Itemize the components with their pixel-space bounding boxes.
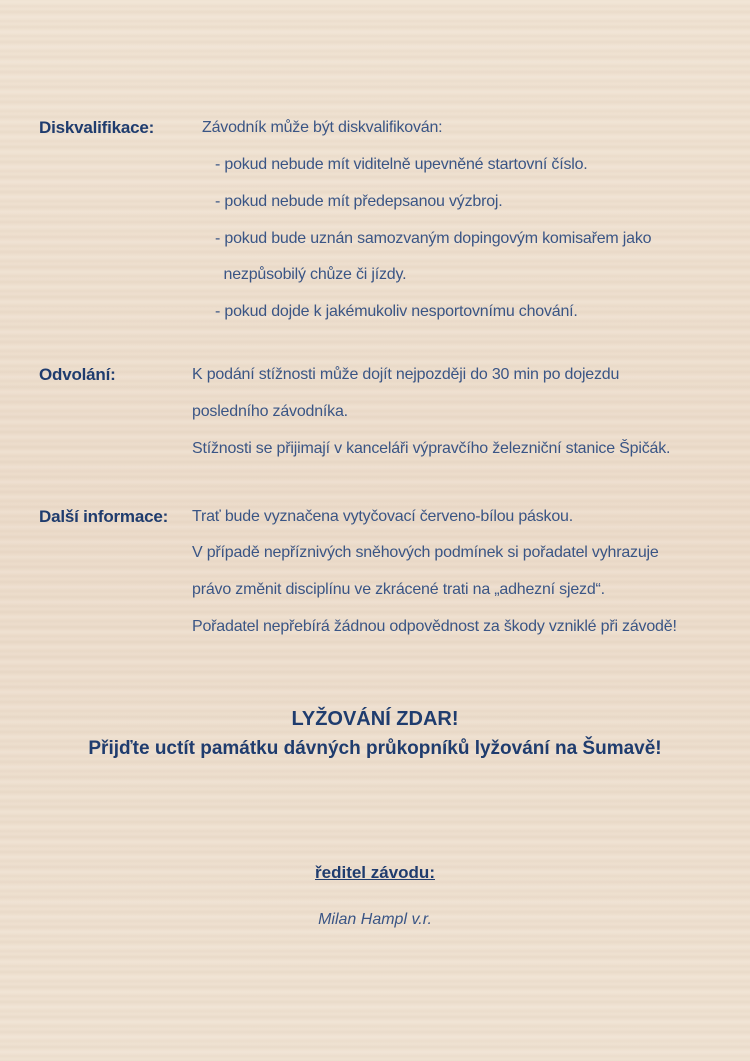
- further-info-line: právo změnit disciplínu ve zkrácené trati na „adhezní sjezd“.: [192, 581, 605, 598]
- appeal-label: Odvolání:: [39, 365, 116, 384]
- further-info-line: Pořadatel nepřebírá žádnou odpovědnost za škody vzniklé při závodě!: [192, 618, 677, 635]
- disqualification-item: - pokud nebude mít viditelně upevněné startovní číslo.: [215, 156, 588, 173]
- further-info-line: V případě nepříznivých sněhových podmínek si pořadatel vyhrazuje: [192, 544, 659, 561]
- further-info-line: Trať bude vyznačena vytyčovací červeno-bílou páskou.: [192, 508, 573, 525]
- director-title: ředitel závodu:: [315, 863, 435, 882]
- appeal-line: Stížnosti se přijimají v kanceláři výpravčího železniční stanice Špičák.: [192, 440, 671, 457]
- disqualification-item: nezpůsobilý chůze či jízdy.: [215, 266, 407, 283]
- closing-headline: LYŽOVÁNÍ ZDAR!: [291, 708, 459, 730]
- disqualification-intro: Závodník může být diskvalifikován:: [202, 119, 443, 136]
- closing-subline: Přijďte uctít památku dávných průkopníků lyžování na Šumavě!: [88, 738, 662, 759]
- appeal-line: posledního závodníka.: [192, 403, 348, 420]
- appeal-line: K podání stížnosti může dojít nejpozději do 30 min po dojezdu: [192, 366, 620, 383]
- director-name: Milan Hampl v.r.: [318, 911, 432, 928]
- disqualification-item: - pokud dojde k jakémukoliv nesportovnímu chování.: [215, 303, 578, 320]
- disqualification-item: - pokud bude uznán samozvaným dopingovým komisařem jako: [215, 230, 652, 247]
- further-info-label: Další informace:: [39, 507, 169, 526]
- disqualification-item: - pokud nebude mít předepsanou výzbroj.: [215, 193, 503, 210]
- disqualification-label: Diskvalifikace:: [39, 118, 155, 137]
